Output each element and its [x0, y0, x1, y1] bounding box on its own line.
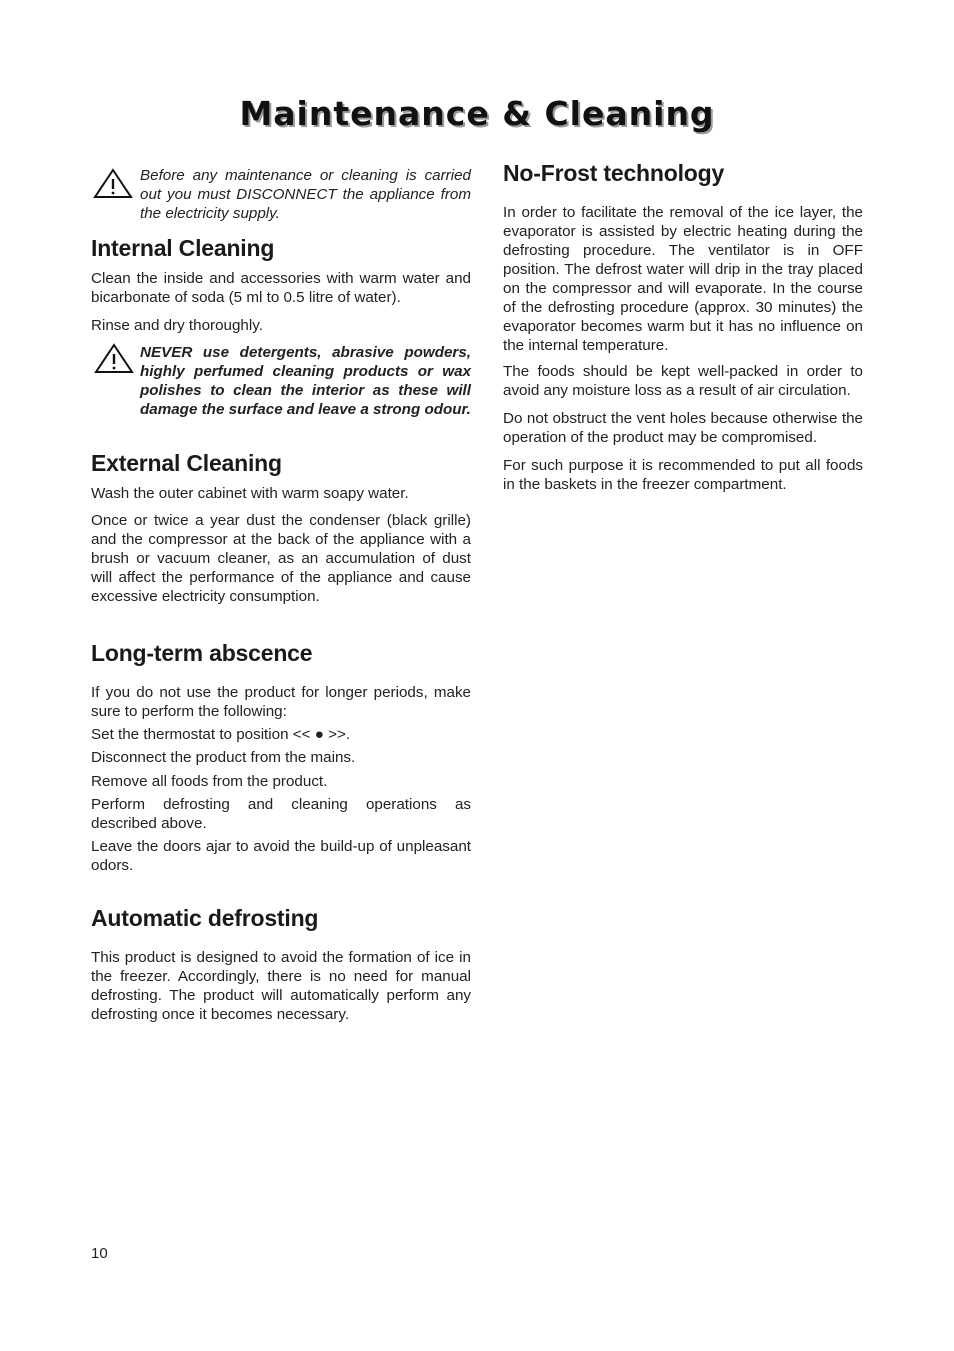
- rinse-text: Rinse and dry thoroughly.: [91, 317, 263, 334]
- condenser-text: Once or twice a year dust the condenser (black grille) and the compressor at the back of the appliance with a brush or vacuum cleaner, as an accumulation of dust will affect the performance of the appliance and cause excessive electricity consumption.: [91, 512, 471, 605]
- warning-triangle-icon: [93, 167, 133, 201]
- warning-triangle-icon: [94, 342, 134, 376]
- long-term-step: Set the thermostat to position << ● >>.: [91, 726, 351, 743]
- external-cleaning-text: Wash the outer cabinet with warm soapy water.: [91, 485, 409, 502]
- disconnect-warning-text: Before any maintenance or cleaning is carried out you must DISCONNECT the appliance from the electricity supply.: [140, 167, 471, 222]
- no-frost-heading: No-Frost technology: [503, 160, 725, 186]
- automatic-defrosting-heading: Automatic defrosting: [91, 905, 319, 931]
- disconnect-warning: [91, 165, 471, 225]
- long-term-step: Remove all foods from the product.: [91, 773, 328, 790]
- page-title: Maintenance & Cleaning: [239, 94, 715, 133]
- long-term-step: Disconnect the product from the mains.: [91, 749, 356, 766]
- page-number: 10: [91, 1245, 108, 1262]
- long-term-absence-heading: Long-term abscence: [91, 640, 313, 666]
- no-frost-text: In order to facilitate the removal of the ice layer, the evaporator is assisted by electric heating during the defrosting procedure. The ventilator is in OFF position. The defrost water will drip in the tray placed on the compressor and will evaporate. In the course of the defrosting procedure (approx. 30 minutes) the evaporator becomes warm but it has no influence on the internal temperature.: [503, 204, 863, 354]
- vent-holes-text: Do not obstruct the vent holes because otherwise the operation of the product may be compromised.: [503, 410, 863, 446]
- long-term-intro: If you do not use the product for longer periods, make sure to perform the following:: [91, 684, 471, 720]
- automatic-defrosting-text: This product is designed to avoid the formation of ice in the freezer. Accordingly, there is no need for manual defrosting. The product will automatically perform any defrosting once it becomes necessary.: [91, 949, 471, 1023]
- well-packed-text: The foods should be kept well-packed in order to avoid any moisture loss as a result of air circulation.: [503, 363, 863, 399]
- long-term-step: Leave the doors ajar to avoid the build-up of unpleasant odors.: [91, 838, 471, 874]
- external-cleaning-heading: External Cleaning: [91, 450, 282, 476]
- detergent-warning: [91, 342, 471, 442]
- detergent-warning-text: NEVER use detergents, abrasive powders, highly perfumed cleaning products or wax polishes to clean the interior as these will damage the surface and leave a strong odour.: [140, 344, 471, 418]
- long-term-step: Perform defrosting and cleaning operations as described above.: [91, 796, 471, 832]
- internal-cleaning-heading: Internal Cleaning: [91, 235, 275, 261]
- internal-cleaning-text: Clean the inside and accessories with warm water and bicarbonate of soda (5 ml to 0.5 litre of water).: [91, 270, 471, 306]
- baskets-text: For such purpose it is recommended to put all foods in the baskets in the freezer compartment.: [503, 457, 863, 493]
